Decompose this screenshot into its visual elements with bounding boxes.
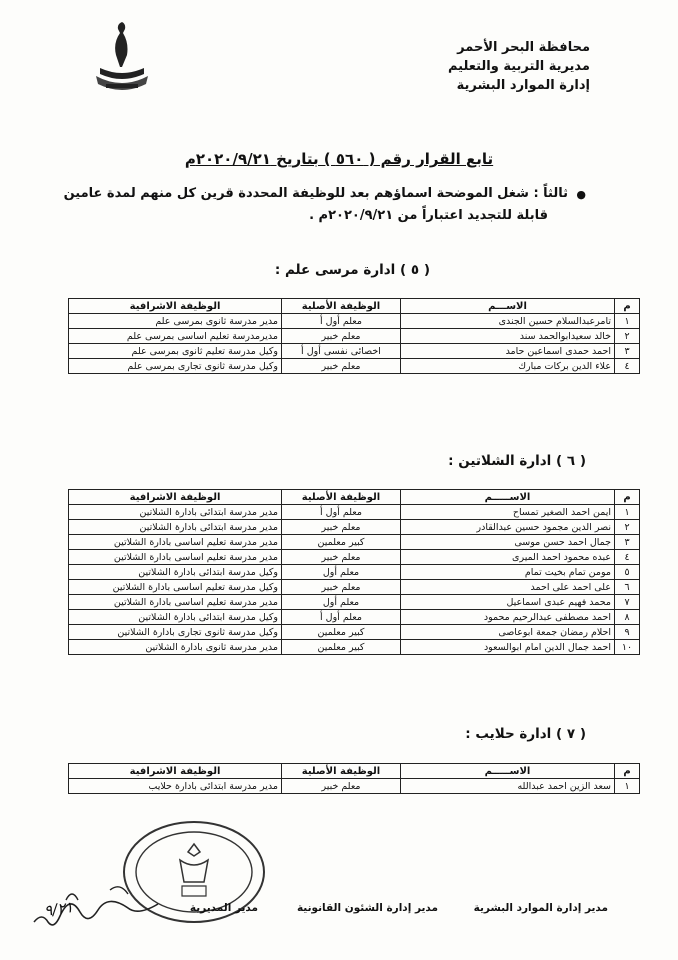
letterhead [448,38,590,95]
row-supervisory-job: مدير مدرسة تعليم اساسى بادارة الشلاتين [69,535,282,550]
row-original-job: معلم أول أ [282,610,401,625]
signature-hr-director: مدير إدارة الموارد البشرية [473,902,608,914]
row-name: احمد جمال الدين امام ابوالسعود [401,640,615,655]
table-row [69,550,640,565]
row-name: جمال احمد حسن موسى [401,535,615,550]
row-num: ٧ [615,595,640,610]
row-supervisory-job: وكيل مدرسة تعليم اساسى بادارة الشلاتين [69,580,282,595]
table-row [69,640,640,655]
col-header-supervisory-job: الوظيفة الاشرافية [69,299,282,314]
row-name: عبده محمود احمد الميرى [401,550,615,565]
row-name: خالد سعيدابوالحمد سند [401,329,615,344]
table-header-row [69,490,640,505]
col-header-num: م [615,764,640,779]
row-original-job: كبير معلمين [282,640,401,655]
table-header-row [69,299,640,314]
row-name: تامرعبدالسلام حسين الجندى [401,314,615,329]
col-header-name: الاســـم [401,299,615,314]
governorate-line: محافظة البحر الأحمر [457,40,590,55]
row-name: نصر الدين مجمود حسين عبدالقادر [401,520,615,535]
row-name: سعد الزين احمد عبدالله [401,779,615,794]
section-title-marsa-alam: ( ٥ ) ادارة مرسى علم : [274,262,430,278]
table-header-row [69,764,640,779]
row-name: مومن تمام بخيت تمام [401,565,615,580]
table-row [69,314,640,329]
table-row [69,779,640,794]
row-num: ١٠ [615,640,640,655]
table-row [69,580,640,595]
row-supervisory-job: مدير مدرسة ثانوى بادارة الشلاتين [69,640,282,655]
row-supervisory-job: وكيل مدرسة ابتدائى بادارة الشلاتين [69,565,282,580]
handwritten-date: ٩/٢١ [42,898,75,920]
row-supervisory-job: وكيل مدرسة ثانوى تجارى بادارة الشلاتين [69,625,282,640]
col-header-supervisory-job: الوظيفة الاشرافية [69,490,282,505]
col-header-original-job: الوظيفة الأصلية [282,764,401,779]
row-original-job: كبير معلمين [282,625,401,640]
section-title-halaib: ( ٧ ) ادارة حلايب : [465,726,586,742]
col-header-name: الاســـــم [401,490,615,505]
row-num: ١ [615,505,640,520]
row-original-job: معلم خبير [282,779,401,794]
row-original-job: اخصائى نفسى أول أ [282,344,401,359]
row-original-job: معلم أول [282,595,401,610]
row-name: على احمد على احمد [401,580,615,595]
row-name: احمد حمدى اسماعين حامد [401,344,615,359]
table-row [69,329,640,344]
col-header-original-job: الوظيفة الأصلية [282,299,401,314]
row-num: ٥ [615,565,640,580]
row-num: ٦ [615,580,640,595]
row-original-job: معلم خبير [282,520,401,535]
table-row [69,625,640,640]
department-line: إدارة الموارد البشرية [456,78,590,93]
row-supervisory-job: وكيل مدرسة تعليم ثانوى بمرسى علم [69,344,282,359]
signature-directorate-head: مدير المديرية [189,902,258,914]
row-supervisory-job: مدير مدرسة تعليم اساسى بادارة الشلاتين [69,550,282,565]
row-original-job: معلم أول أ [282,505,401,520]
row-original-job: كبير معلمين [282,535,401,550]
row-supervisory-job: مدير مدرسة ابتدائى بادارة حلايب [69,779,282,794]
row-supervisory-job: وكيل مدرسة ابتدائى بادارة الشلاتين [69,610,282,625]
row-supervisory-job: مدير مدرسة ثانوى بمرسى علم [69,314,282,329]
section-title-shalateen: ( ٦ ) ادارة الشلاتين : [448,453,586,469]
table-row [69,535,640,550]
table-row [69,359,640,374]
table-row [69,595,640,610]
row-supervisory-job: مديرمدرسة تعليم اساسى بمرسى علم [69,329,282,344]
row-supervisory-job: مدير مدرسة ابتدائى بادارة الشلاتين [69,505,282,520]
row-original-job: معلم خبير [282,359,401,374]
row-num: ٣ [615,535,640,550]
signature-legal-director: مدير إدارة الشئون القانونية [296,902,438,914]
col-header-num: م [615,299,640,314]
row-original-job: معلم أول [282,565,401,580]
table-row [69,505,640,520]
intro-line-2: قابلة للتجديد اعتباراً من ٢٠٢٠/٩/٢١م . [309,208,548,223]
col-header-num: م [615,490,640,505]
row-original-job: معلم خبير [282,580,401,595]
handwritten-signature [30,860,170,930]
row-name: محمد فهيم عبدى اسماعيل [401,595,615,610]
row-name: احمد مصطفى عبدالرحيم محمود [401,610,615,625]
ministry-logo [92,18,152,93]
table-halaib [68,763,640,794]
table-marsa-alam [68,298,640,374]
row-supervisory-job: وكيل مدرسة ثانوى تجارى بمرسى علم [69,359,282,374]
directorate-line: مديرية التربية والتعليم [447,59,590,74]
table-row [69,344,640,359]
col-header-name: الاســـــم [401,764,615,779]
decision-title: تابع القرار رقم ( ٥٦٠ ) بتاريخ ٢٠٢٠/٩/٢١م [184,150,494,168]
col-header-original-job: الوظيفة الأصلية [282,490,401,505]
row-original-job: معلم خبير [282,329,401,344]
table-row [69,520,640,535]
row-supervisory-job: مدير مدرسة ابتدائى بادارة الشلاتين [69,520,282,535]
row-num: ٤ [615,359,640,374]
row-name: علاء الدين بركات مبارك [401,359,615,374]
row-num: ١ [615,779,640,794]
row-num: ٤ [615,550,640,565]
bullet-icon: ● [576,188,586,201]
row-name: ايمن احمد الصغير تمساح [401,505,615,520]
row-name: احلام رمضان جمعة ابوعاصى [401,625,615,640]
table-row [69,610,640,625]
row-num: ٢ [615,329,640,344]
table-row [69,565,640,580]
row-original-job: معلم خبير [282,550,401,565]
row-num: ٣ [615,344,640,359]
intro-line-1: ثالثاً : شغل الموضحة اسماؤهم بعد للوظيفة المحددة قرين كل منهم لمدة عامين [63,186,568,201]
col-header-supervisory-job: الوظيفة الاشرافية [69,764,282,779]
row-original-job: معلم أول أ [282,314,401,329]
row-num: ٩ [615,625,640,640]
table-shalateen [68,489,640,655]
row-num: ١ [615,314,640,329]
row-supervisory-job: مدير مدرسة تعليم اساسى بادارة الشلاتين [69,595,282,610]
row-num: ٨ [615,610,640,625]
row-num: ٢ [615,520,640,535]
